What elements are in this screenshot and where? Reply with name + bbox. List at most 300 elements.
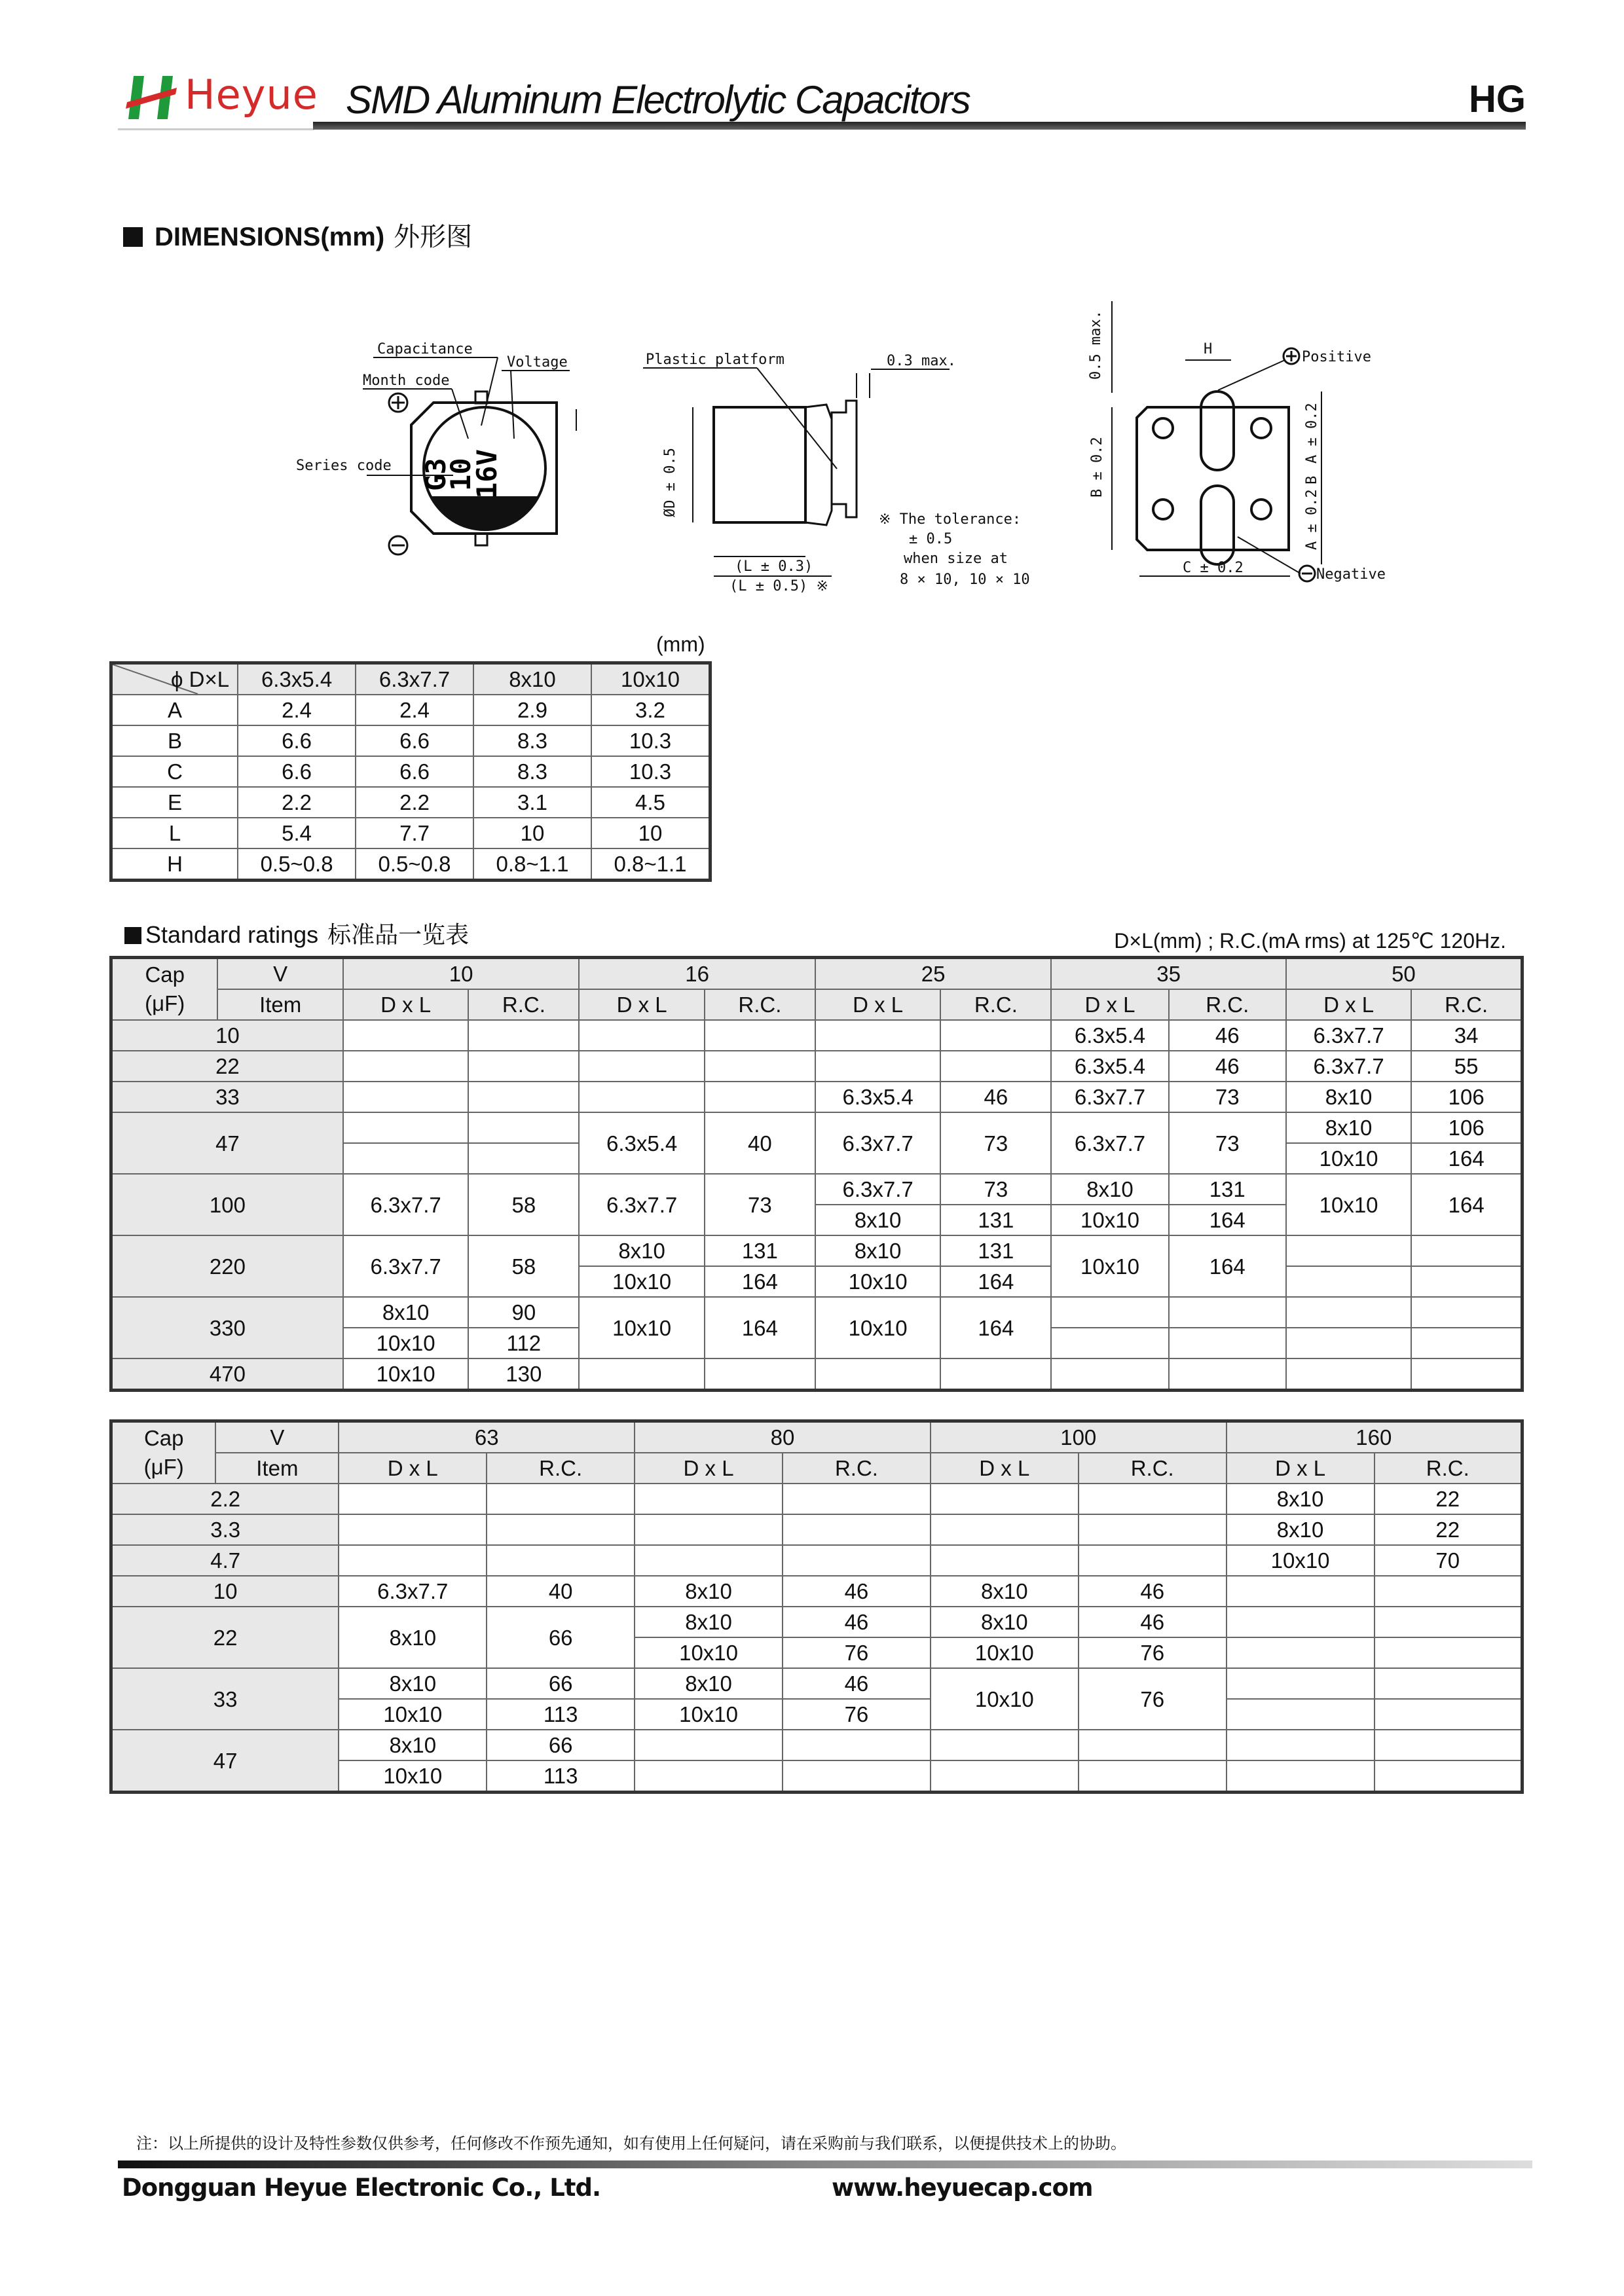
empty-cell <box>339 1484 487 1514</box>
rc-cell: 164 <box>1411 1143 1522 1174</box>
size-cell: 6.3x7.7 <box>339 1576 487 1607</box>
rc-cell: 34 <box>1411 1020 1522 1051</box>
item-header: Item <box>215 1453 339 1484</box>
capacitance-cell: 4.7 <box>111 1545 339 1576</box>
rc-cell: 90 <box>468 1297 579 1328</box>
empty-cell <box>1286 1297 1411 1328</box>
size-cell: 10x10 <box>1227 1545 1375 1576</box>
dimension-value: 8.3 <box>473 756 591 787</box>
rc-cell: 113 <box>487 1699 635 1730</box>
size-cell: 10x10 <box>931 1637 1079 1668</box>
label-plastic-platform: Plastic platform <box>646 352 784 368</box>
label-positive: Positive <box>1302 349 1371 365</box>
size-cell: 6.3x7.7 <box>1051 1082 1168 1112</box>
empty-cell <box>1051 1297 1168 1328</box>
capacitance-cell: 47 <box>111 1730 339 1793</box>
rc-cell: 164 <box>940 1297 1051 1358</box>
size-cell: 8x10 <box>635 1668 783 1699</box>
footer-rule <box>118 2160 1532 2168</box>
empty-cell <box>1375 1668 1522 1699</box>
size-cell: 10x10 <box>1286 1143 1411 1174</box>
dimension-value: 2.2 <box>356 787 473 818</box>
cap-label: Cap <box>145 962 185 987</box>
dimensions-title: DIMENSIONS(mm) <box>155 223 385 251</box>
dimension-label: A <box>111 695 238 725</box>
dxl-header: D x L <box>635 1453 783 1484</box>
rc-cell: 46 <box>783 1576 931 1607</box>
dimension-value: 3.1 <box>473 787 591 818</box>
empty-cell <box>705 1020 815 1051</box>
empty-cell <box>635 1730 783 1760</box>
rc-header: R.C. <box>468 989 579 1020</box>
dimension-value: 4.5 <box>591 787 710 818</box>
empty-cell <box>635 1545 783 1576</box>
capacitance-cell: 10 <box>111 1576 339 1607</box>
empty-cell <box>1286 1358 1411 1391</box>
label-c-tolerance: C ± 0.2 <box>1183 560 1244 576</box>
empty-cell <box>1286 1266 1411 1297</box>
top-view-diagram <box>296 341 576 555</box>
empty-cell <box>1286 1328 1411 1358</box>
cap-header <box>111 958 218 1021</box>
ratings-row <box>111 1514 1522 1545</box>
capacitance-cell: 22 <box>111 1607 339 1668</box>
empty-cell <box>487 1514 635 1545</box>
dimensions-row <box>111 787 710 818</box>
ratings-row <box>111 1082 1522 1112</box>
empty-cell <box>1227 1607 1375 1637</box>
dimension-value: 0.5~0.8 <box>238 848 356 881</box>
rc-cell: 58 <box>468 1235 579 1297</box>
rc-cell: 58 <box>468 1174 579 1235</box>
empty-cell <box>468 1051 579 1082</box>
rc-cell: 22 <box>1375 1484 1522 1514</box>
empty-cell <box>931 1514 1079 1545</box>
size-cell: 10x10 <box>635 1699 783 1730</box>
empty-cell <box>1169 1358 1286 1391</box>
rc-cell: 73 <box>940 1112 1051 1174</box>
ratings-row <box>111 1545 1522 1576</box>
empty-cell <box>1375 1637 1522 1668</box>
ratings-row <box>111 1051 1522 1082</box>
side-view-diagram <box>643 352 1030 594</box>
rc-cell: 76 <box>1079 1637 1227 1668</box>
empty-cell <box>1375 1699 1522 1730</box>
size-cell: 8x10 <box>931 1576 1079 1607</box>
dxl-header: D x L <box>579 989 704 1020</box>
capacitance-cell: 470 <box>111 1358 343 1391</box>
rc-cell: 40 <box>705 1112 815 1174</box>
voltage-header: 160 <box>1227 1421 1522 1453</box>
dimension-value: 6.6 <box>238 756 356 787</box>
size-cell: 10x10 <box>1286 1174 1411 1235</box>
dxl-header: D x L <box>1051 989 1168 1020</box>
size-cell: 10x10 <box>815 1297 940 1358</box>
dxl-header: D x L <box>1227 1453 1375 1484</box>
capacitance-cell: 10 <box>111 1020 343 1051</box>
dimension-value: 2.4 <box>356 695 473 725</box>
size-cell: 6.3x5.4 <box>1051 1051 1168 1082</box>
dimensions-row <box>111 848 710 881</box>
size-cell: 8x10 <box>339 1730 487 1760</box>
dimensions-row <box>111 818 710 848</box>
empty-cell <box>635 1484 783 1514</box>
empty-cell <box>343 1082 468 1112</box>
bottom-view-diagram <box>1088 301 1386 583</box>
size-cell: 6.3x5.4 <box>1051 1020 1168 1051</box>
empty-cell <box>1286 1235 1411 1266</box>
label-b-tolerance: B ± 0.2 <box>1089 437 1105 498</box>
dimensions-table-body <box>111 695 710 881</box>
rc-cell: 46 <box>783 1607 931 1637</box>
empty-cell <box>1411 1328 1522 1358</box>
voltage-header: 50 <box>1286 958 1522 990</box>
dimension-value: 10.3 <box>591 725 710 756</box>
negative-symbol-icon <box>389 536 407 555</box>
voltage-header: 16 <box>579 958 815 990</box>
empty-cell <box>1051 1328 1168 1358</box>
dimensions-table <box>109 661 712 882</box>
rc-header: R.C. <box>940 989 1051 1020</box>
size-cell: 6.3x7.7 <box>343 1235 468 1297</box>
empty-cell <box>1169 1328 1286 1358</box>
negative-terminal-icon <box>1299 566 1315 581</box>
positive-terminal-icon <box>1283 348 1299 364</box>
empty-cell <box>1227 1576 1375 1607</box>
rc-cell: 46 <box>1079 1576 1227 1607</box>
empty-cell <box>579 1082 704 1112</box>
rc-cell: 46 <box>1169 1020 1286 1051</box>
empty-cell <box>579 1051 704 1082</box>
dimension-value: 5.4 <box>238 818 356 848</box>
rc-cell: 66 <box>487 1730 635 1760</box>
size-cell: 6.3x7.7 <box>579 1174 704 1235</box>
dimension-value: 6.6 <box>356 725 473 756</box>
empty-cell <box>1079 1760 1227 1793</box>
dimensions-unit: (mm) <box>656 632 705 656</box>
empty-cell <box>1227 1668 1375 1699</box>
empty-cell <box>1051 1358 1168 1391</box>
bullet-square-icon <box>124 927 141 944</box>
size-cell: 8x10 <box>579 1235 704 1266</box>
rc-cell: 70 <box>1375 1545 1522 1576</box>
brand-name: Heyue <box>185 71 318 118</box>
size-cell: 8x10 <box>1286 1112 1411 1143</box>
ratings-row <box>111 1358 1522 1391</box>
ratings-note: D×L(mm) ; R.C.(mA rms) at 125℃ 120Hz. <box>1114 929 1506 953</box>
size-cell: 8x10 <box>1051 1174 1168 1205</box>
size-cell: 8x10 <box>339 1668 487 1699</box>
size-cell: 8x10 <box>635 1607 783 1637</box>
ratings-row <box>111 1576 1522 1607</box>
empty-cell <box>579 1020 704 1051</box>
empty-cell <box>343 1112 468 1143</box>
ratings-row <box>111 1730 1522 1760</box>
size-cell: 10x10 <box>339 1699 487 1730</box>
rc-cell: 55 <box>1411 1051 1522 1082</box>
ratings-row <box>111 1235 1522 1266</box>
size-cell: 8x10 <box>635 1576 783 1607</box>
voltage-header: 10 <box>343 958 580 990</box>
brand-logo-icon <box>124 73 178 122</box>
size-cell: 6.3x7.7 <box>1286 1020 1411 1051</box>
size-cell: 10x10 <box>339 1760 487 1793</box>
dimension-value: 2.2 <box>238 787 356 818</box>
size-cell: 10x10 <box>635 1637 783 1668</box>
empty-cell <box>783 1730 931 1760</box>
footer-disclaimer: 注：以上所提供的设计及特性参数仅供参考，任何修改不作预先通知，如有使用上任何疑问，请在采购前与我们联系，以便提供技术上的协助。 <box>136 2134 1126 2153</box>
dxl-header: D x L <box>931 1453 1079 1484</box>
empty-cell <box>487 1484 635 1514</box>
empty-cell <box>343 1143 468 1174</box>
empty-cell <box>815 1358 940 1391</box>
size-cell: 8x10 <box>343 1297 468 1328</box>
dimension-value: 3.2 <box>591 695 710 725</box>
size-cell: 6.3x5.4 <box>579 1112 704 1174</box>
label-max-03: 0.3 max. <box>887 353 956 369</box>
ratings-row <box>111 1668 1522 1699</box>
dxl-header: D x L <box>815 989 940 1020</box>
dimension-value: 6.6 <box>238 725 356 756</box>
label-tolerance-note-4: 8 × 10, 10 × 10 <box>900 572 1030 588</box>
rc-cell: 131 <box>940 1235 1051 1266</box>
rc-cell: 164 <box>705 1297 815 1358</box>
dxl-header: D x L <box>343 989 468 1020</box>
marking-capacitance: 10 <box>445 458 477 491</box>
ratings-row <box>111 1484 1522 1514</box>
rc-cell: 131 <box>705 1235 815 1266</box>
rc-cell: 131 <box>940 1205 1051 1235</box>
cap-unit: (μF) <box>143 1455 184 1479</box>
size-cell: 8x10 <box>1227 1514 1375 1545</box>
rc-cell: 66 <box>487 1668 635 1699</box>
dimension-label: H <box>111 848 238 881</box>
dimension-value: 10.3 <box>591 756 710 787</box>
empty-cell <box>1375 1576 1522 1607</box>
size-cell: 6.3x5.4 <box>815 1082 940 1112</box>
rc-cell: 76 <box>783 1637 931 1668</box>
voltage-header: 35 <box>1051 958 1285 990</box>
label-b-center: B <box>1304 475 1320 484</box>
dimension-value: 7.7 <box>356 818 473 848</box>
empty-cell <box>940 1358 1051 1391</box>
size-cell: 6.3x7.7 <box>815 1174 940 1205</box>
size-cell: 8x10 <box>1286 1082 1411 1112</box>
size-cell: 10x10 <box>579 1297 704 1358</box>
empty-cell <box>783 1760 931 1793</box>
size-cell: 8x10 <box>339 1607 487 1668</box>
voltage-header: 80 <box>635 1421 931 1453</box>
size-cell: 10x10 <box>815 1266 940 1297</box>
empty-cell <box>783 1514 931 1545</box>
rc-cell: 73 <box>940 1174 1051 1205</box>
dimensions-corner-cell <box>111 663 238 695</box>
empty-cell <box>705 1082 815 1112</box>
rc-cell: 76 <box>1079 1668 1227 1730</box>
rc-cell: 131 <box>1169 1174 1286 1205</box>
size-cell: 6.3x7.7 <box>815 1112 940 1174</box>
empty-cell <box>783 1545 931 1576</box>
rc-header: R.C. <box>1169 989 1286 1020</box>
dxl-header: D x L <box>339 1453 487 1484</box>
empty-cell <box>815 1051 940 1082</box>
capacitance-cell: 33 <box>111 1082 343 1112</box>
label-voltage: Voltage <box>507 354 568 371</box>
rc-cell: 73 <box>1169 1082 1286 1112</box>
rc-header: R.C. <box>1411 989 1522 1020</box>
rc-cell: 164 <box>1411 1174 1522 1235</box>
label-capacitance: Capacitance <box>377 341 473 357</box>
size-cell: 6.3x7.7 <box>343 1174 468 1235</box>
dimension-label: L <box>111 818 238 848</box>
voltage-header: 25 <box>815 958 1052 990</box>
corner-label: ϕ D×L <box>171 667 230 691</box>
empty-cell <box>1079 1730 1227 1760</box>
label-month-code: Month code <box>363 373 450 389</box>
rc-cell: 164 <box>940 1266 1051 1297</box>
label-d-tolerance: ØD ± 0.5 <box>662 448 678 517</box>
size-cell: 10x10 <box>1051 1205 1168 1235</box>
dimension-value: 10 <box>591 818 710 848</box>
rc-header: R.C. <box>1079 1453 1227 1484</box>
ratings-row <box>111 1112 1522 1143</box>
dimension-label: C <box>111 756 238 787</box>
capacitance-cell: 100 <box>111 1174 343 1235</box>
company-name: Dongguan Heyue Electronic Co., Ltd. <box>122 2174 601 2202</box>
ratings-row <box>111 1020 1522 1051</box>
size-cell: 10x10 <box>343 1328 468 1358</box>
rc-header: R.C. <box>783 1453 931 1484</box>
rc-cell: 46 <box>1169 1051 1286 1082</box>
empty-cell <box>339 1514 487 1545</box>
empty-cell <box>1411 1235 1522 1266</box>
rc-cell: 113 <box>487 1760 635 1793</box>
ratings-row <box>111 1297 1522 1328</box>
item-header: Item <box>217 989 342 1020</box>
dimension-value: 0.8~1.1 <box>591 848 710 881</box>
empty-cell <box>1375 1760 1522 1793</box>
capacitance-cell: 22 <box>111 1051 343 1082</box>
size-cell: 8x10 <box>931 1607 1079 1637</box>
rc-cell: 106 <box>1411 1082 1522 1112</box>
empty-cell <box>343 1051 468 1082</box>
size-cell: 10x10 <box>579 1266 704 1297</box>
empty-cell <box>705 1358 815 1391</box>
empty-cell <box>579 1358 704 1391</box>
empty-cell <box>468 1112 579 1143</box>
document-title: SMD Aluminum Electrolytic Capacitors <box>346 78 970 122</box>
voltage-header: 100 <box>931 1421 1227 1453</box>
header-rule-light <box>118 128 314 130</box>
rc-cell: 46 <box>940 1082 1051 1112</box>
ratings-row <box>111 1607 1522 1637</box>
empty-cell <box>1079 1484 1227 1514</box>
dimensions-header-row <box>111 663 710 695</box>
dimension-value: 10 <box>473 818 591 848</box>
website-link[interactable]: www.heyuecap.com <box>832 2174 1093 2202</box>
label-negative: Negative <box>1316 566 1386 583</box>
dimension-value: 2.4 <box>238 695 356 725</box>
label-l-tol-1: (L ± 0.3) <box>735 558 813 575</box>
rc-header: R.C. <box>1375 1453 1522 1484</box>
empty-cell <box>1079 1545 1227 1576</box>
rc-cell: 46 <box>783 1668 931 1699</box>
empty-cell <box>1227 1637 1375 1668</box>
ratings-header-row <box>111 1421 1522 1453</box>
empty-cell <box>1375 1607 1522 1637</box>
capacitance-cell: 330 <box>111 1297 343 1358</box>
empty-cell <box>339 1545 487 1576</box>
rc-cell: 112 <box>468 1328 579 1358</box>
empty-cell <box>931 1730 1079 1760</box>
rc-cell: 46 <box>1079 1607 1227 1637</box>
rc-cell: 40 <box>487 1576 635 1607</box>
rc-cell: 66 <box>487 1607 635 1668</box>
dxl-header: D x L <box>1286 989 1411 1020</box>
label-l-tol-2: (L ± 0.5) ※ <box>729 578 828 594</box>
rc-cell: 164 <box>1169 1235 1286 1297</box>
label-tolerance-note-3: when size at <box>904 551 1008 567</box>
ratings-heading <box>124 917 469 950</box>
empty-cell <box>705 1051 815 1082</box>
dimensions-title-cn: 外形图 <box>394 222 473 252</box>
dimensions-row <box>111 725 710 756</box>
size-cell: 8x10 <box>815 1235 940 1266</box>
dimension-value: 0.5~0.8 <box>356 848 473 881</box>
size-header: 6.3x5.4 <box>238 663 356 695</box>
size-cell: 6.3x7.7 <box>1286 1051 1411 1082</box>
empty-cell <box>1227 1760 1375 1793</box>
empty-cell <box>1411 1358 1522 1391</box>
empty-cell <box>468 1020 579 1051</box>
rc-cell: 130 <box>468 1358 579 1391</box>
rc-cell: 164 <box>1169 1205 1286 1235</box>
rc-cell: 106 <box>1411 1112 1522 1143</box>
size-cell: 10x10 <box>931 1668 1079 1730</box>
series-code: HG <box>1469 78 1526 120</box>
capacitance-cell: 220 <box>111 1235 343 1297</box>
capacitance-cell: 47 <box>111 1112 343 1174</box>
ratings-subheader-row <box>111 1453 1522 1484</box>
label-h: H <box>1204 341 1213 357</box>
ratings-table-low-voltage <box>109 956 1524 1392</box>
empty-cell <box>1375 1730 1522 1760</box>
ratings-row <box>111 1174 1522 1205</box>
empty-cell <box>1079 1514 1227 1545</box>
empty-cell <box>468 1143 579 1174</box>
capacitance-cell: 33 <box>111 1668 339 1730</box>
size-header: 8x10 <box>473 663 591 695</box>
ratings-title: Standard ratings <box>145 921 319 948</box>
empty-cell <box>783 1484 931 1514</box>
rc-header: R.C. <box>705 989 815 1020</box>
dimension-value: 8.3 <box>473 725 591 756</box>
rc-cell: 76 <box>783 1699 931 1730</box>
empty-cell <box>940 1020 1051 1051</box>
size-cell: 6.3x7.7 <box>1051 1112 1168 1174</box>
dimension-value: 0.8~1.1 <box>473 848 591 881</box>
voltage-header-label: V <box>217 958 342 990</box>
size-cell: 8x10 <box>1227 1484 1375 1514</box>
rc-cell: 73 <box>1169 1112 1286 1174</box>
empty-cell <box>1411 1297 1522 1328</box>
rc-cell: 73 <box>705 1174 815 1235</box>
label-a-tol-bottom: A ± 0.2 <box>1304 489 1320 550</box>
label-tolerance-note-1: ※ The tolerance: <box>879 511 1022 528</box>
cap-label: Cap <box>143 1426 184 1450</box>
header-rule <box>313 122 1526 130</box>
empty-cell <box>635 1514 783 1545</box>
